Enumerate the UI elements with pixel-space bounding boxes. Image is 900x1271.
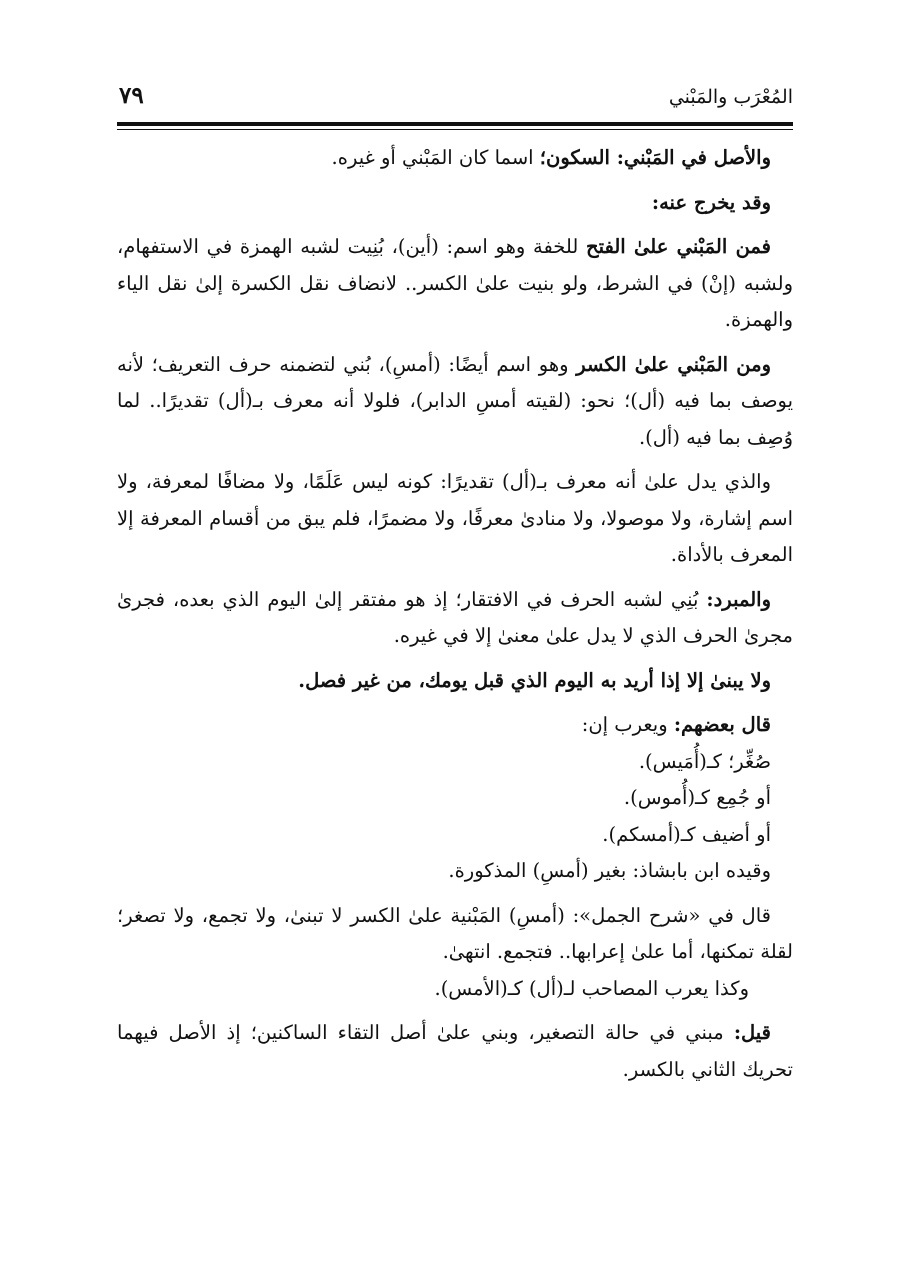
paragraph-lead: ومن المَبْني علىٰ الكسر <box>576 352 771 376</box>
condition-line-diminutive: صُغِّر؛ كـ(أُمَيس). <box>638 749 771 773</box>
header-rule-thin <box>117 129 793 130</box>
page-body <box>117 140 793 1096</box>
paragraph-lead: والمبرد: <box>706 587 771 611</box>
paragraph-text: وهو اسم أيضًا: (أمسِ)، بُني لتضمنه حرف التعريف؛ لأنه يوصف بما فيه (أل)؛ نحو: (لقيته أمسِ الدابر)، فلولا أنه معرف بـ(أل) تقديرًا.. لما وُصِف بما فيه (أل). <box>117 352 793 449</box>
paragraph-lead: والأصل في المَبْني: السكون؛ <box>539 146 771 169</box>
paragraph-lead: فمن المَبْني علىٰ الفتح <box>586 235 772 258</box>
running-title: المُعْرَب والمَبْني <box>668 86 793 108</box>
paragraph-text: والذي يدل علىٰ أنه معرف بـ(أل) تقديرًا: كونه ليس عَلَمًا، ولا مضافًا لمعرفة، ولا اسم إشارة، ولا موصولا، ولا منادىٰ معرفًا، ولا مضمرًا، فلم يبق من أقسام المعرفة إلا المعرف بالأداة. <box>117 470 793 566</box>
paragraph-text: للخفة وهو اسم: (أين)، بُنِيت لشبه الهمزة في الاستفهام، ولشبه (إنْ) في الشرط، ولو بنيت علىٰ الكسر.. لانضاف نقل الكسرة إلىٰ نقل الياء والهمزة. <box>117 235 793 331</box>
paragraph-text: ولا يبنىٰ إلا إذا أريد به اليوم الذي قبل يومك، من غير فصل. <box>298 668 771 692</box>
paragraph-text: اسما كان المَبْني أو غيره. <box>331 146 540 169</box>
paragraph-mabni-fath <box>117 229 793 339</box>
paragraph-mabni-kasr <box>117 347 793 457</box>
condition-line-plural: أو جُمِع كـ(أُموس). <box>623 786 771 809</box>
paragraph-line-al-amsu: وكذا يعرب المصاحب لـ(أل) كـ(الأمس). <box>434 976 749 1000</box>
paragraph-text: قال في «شرح الجمل»: (أمسِ) المَبْنية علىٰ الكسر لا تبنىٰ، ولا تجمع، ولا تصغر؛ لقلة تمكنها، أما علىٰ إعرابها.. فتجمع. انتهىٰ. <box>117 903 793 963</box>
paragraph-condition <box>117 663 793 700</box>
paragraph-mubarrad <box>117 582 793 655</box>
header-rule-thick <box>117 122 793 126</box>
paragraph-lead: قال بعضهم: <box>673 713 771 736</box>
page-number: ٧٩ <box>119 82 144 109</box>
paragraph-text: مبني في حالة التصغير، وبني علىٰ أصل التقاء الساكنين؛ إذ الأصل فيهما تحريك الثاني بالكسر. <box>117 1021 793 1081</box>
paragraph-text: ويعرب إن: <box>581 713 674 736</box>
paragraph-qila <box>117 1015 793 1088</box>
page-header <box>117 82 793 116</box>
paragraph-lead: قيل: <box>733 1021 771 1044</box>
condition-line-annexed: أو أضيف كـ(أمسكم). <box>602 822 771 846</box>
paragraph-proof-definite <box>117 464 793 574</box>
paragraph-text: بُنِي لشبه الحرف في الافتقار؛ إذ هو مفتقر إلىٰ اليوم الذي بعده، فجرىٰ مجرىٰ الحرف الذي لا يدل علىٰ معنىٰ إلا في غيره. <box>117 587 793 647</box>
paragraph-exceptions-intro <box>117 185 793 222</box>
paragraph-asl-mabni <box>117 140 793 177</box>
paragraph-sharh-al-jumal <box>117 898 793 1008</box>
paragraph-lead: وقد يخرج عنه: <box>651 190 771 214</box>
condition-line-ibn-babshadh: وقيده ابن بابشاذ: بغير (أمسِ) المذكورة. <box>448 859 771 882</box>
paragraph-some-said <box>117 707 793 890</box>
